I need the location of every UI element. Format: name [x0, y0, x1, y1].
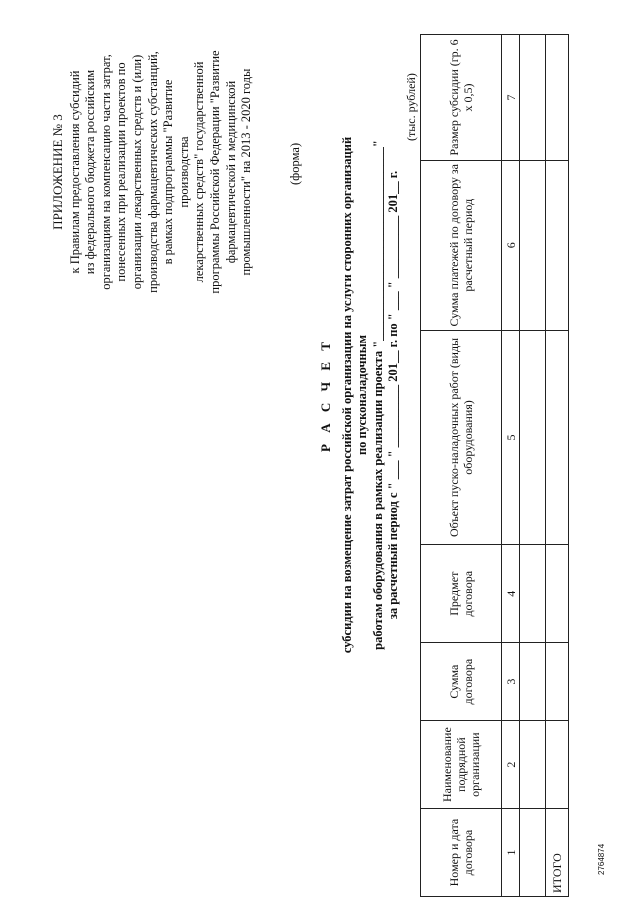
table-row — [520, 35, 546, 897]
table-cell — [520, 35, 546, 161]
appendix-line: в рамках подпрограммы "Развитие производства — [161, 79, 191, 265]
column-number: 4 — [502, 545, 520, 643]
header-cell: Сумма договора — [421, 643, 502, 721]
column-number-row — [502, 35, 520, 897]
appendix-line: из федерального бюджета российским — [83, 69, 98, 275]
column-number: 7 — [502, 35, 520, 161]
appendix-line: к Правилам предоставления субсидий — [67, 70, 82, 274]
table-cell — [520, 809, 546, 897]
table-cell — [546, 160, 569, 330]
table-cell — [546, 545, 569, 643]
appendix-block — [50, 47, 255, 297]
document-title — [318, 135, 402, 655]
appendix-line: организациям на компенсацию части затрат, — [98, 54, 113, 290]
document-id: 2764874 — [597, 843, 606, 875]
appendix-line: понесенных при реализации проектов по — [114, 62, 129, 282]
header-cell: Наименование подрядной организации — [421, 721, 502, 809]
table-cell — [520, 721, 546, 809]
table-header-row — [421, 35, 502, 897]
column-number: 5 — [502, 330, 520, 545]
title-heading: Р А С Ч Е Т — [318, 338, 333, 452]
appendix-line: производства фармацевтических субстанций, — [145, 51, 160, 293]
table-cell — [520, 545, 546, 643]
appendix-line: фармацевтической и медицинской — [223, 80, 238, 264]
title-line-2: работам оборудования в рамках реализации проекта "_______________________________" — [370, 140, 385, 650]
header-cell: Номер и дата договора — [421, 809, 502, 897]
form-label: (форма) — [288, 142, 302, 185]
column-number: 3 — [502, 643, 520, 721]
appendix-line: промышленности" на 2013 - 2020 годы — [239, 68, 254, 276]
table-cell — [546, 35, 569, 161]
table-cell — [520, 330, 546, 545]
table-cell — [520, 160, 546, 330]
appendix-line: программы Российской Федерации "Развитие — [207, 50, 222, 294]
header-cell: Сумма платежей по договору за расчетный период — [421, 160, 502, 330]
column-number: 2 — [502, 721, 520, 809]
column-number: 1 — [502, 809, 520, 897]
total-label: ИТОГО — [546, 809, 569, 897]
header-cell: Предмет договора — [421, 545, 502, 643]
table-cell — [546, 330, 569, 545]
column-number: 6 — [502, 160, 520, 330]
units-label: (тыс. рублей) — [404, 73, 418, 141]
table-cell — [520, 643, 546, 721]
table-cell — [546, 643, 569, 721]
title-line-3: за расчетный период с " ___ " __________ 201__ г. по " ___ " __________ 201__ г. — [386, 170, 400, 620]
appendix-heading: ПРИЛОЖЕНИЕ № 3 — [50, 114, 65, 230]
appendix-line: лекарственных средств" государственной — [192, 61, 207, 283]
header-cell: Размер субсидии (гр. 6 x 0,5) — [421, 35, 502, 161]
title-line-1: субсидии на возмещение затрат российской организации на услуги сторонних организаций по пусконаладочным — [339, 136, 369, 654]
header-cell: Объект пуско-наладочных работ (виды оборудования) — [421, 330, 502, 545]
table-cell — [546, 721, 569, 809]
total-row — [546, 35, 569, 897]
appendix-line: организации лекарственных средств и (или) — [129, 54, 144, 290]
calculation-table — [420, 34, 569, 897]
